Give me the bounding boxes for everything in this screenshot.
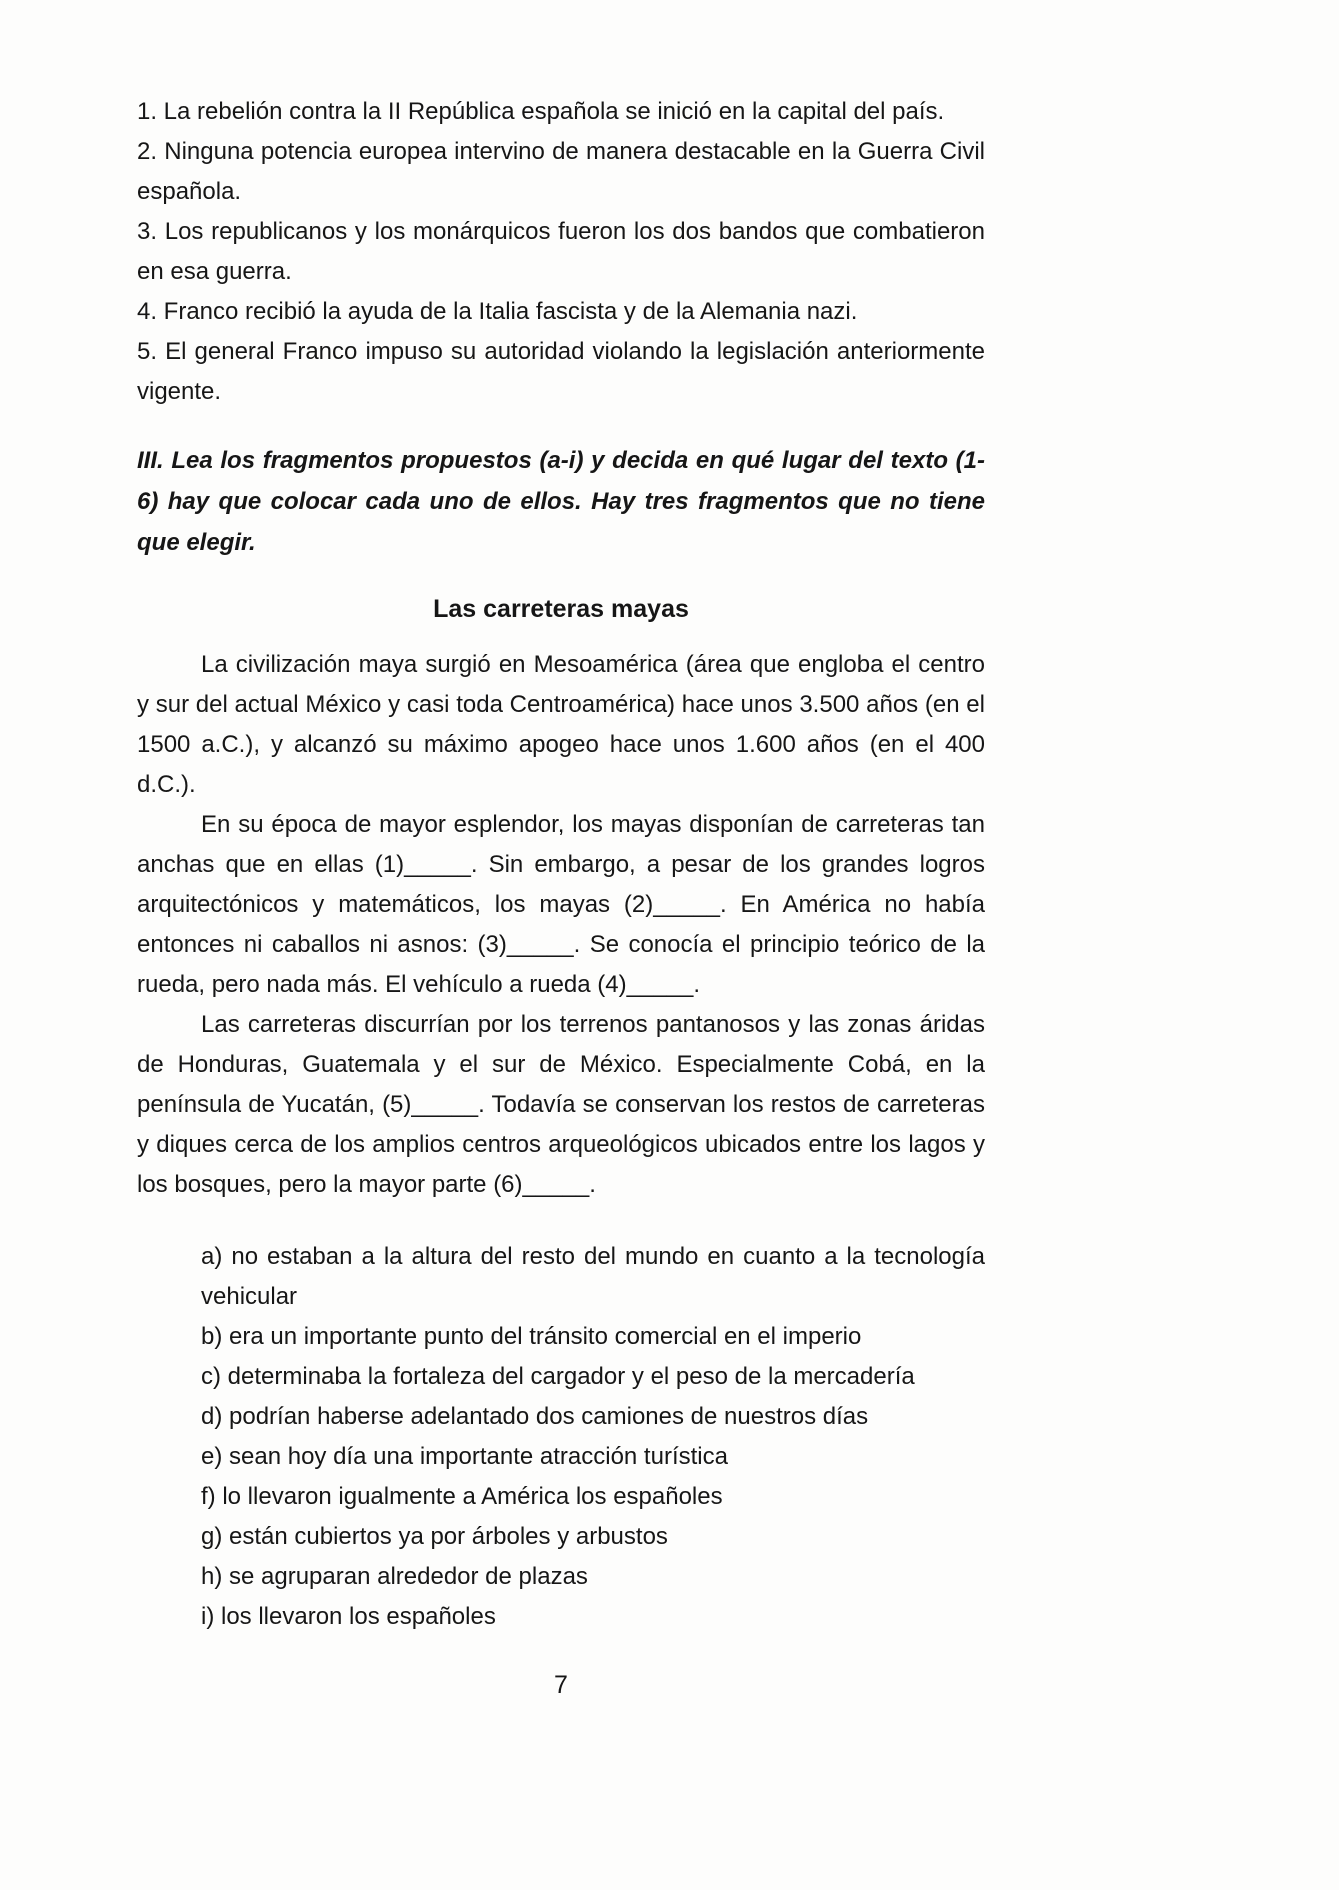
- reading-passage: [137, 645, 985, 1205]
- task-instruction-heading: III. Lea los fragmentos propuestos (a-i) y decida en qué lugar del texto (1-6) hay que colocar cada uno de ellos. Hay tres fragmentos que no tiene que elegir.: [137, 447, 985, 556]
- statement-item: 2. Ninguna potencia europea intervino de manera destacable en la Guerra Civil española.: [137, 138, 985, 205]
- option-item: g) están cubiertos ya por árboles y arbustos: [201, 1523, 668, 1550]
- reading-paragraph: La civilización maya surgió en Mesoamérica (área que engloba el centro y sur del actual México y casi toda Centroamérica) hace unos 3.500 años (en el 1500 a.C.), y alcanzó su máximo apogeo hace unos 1.600 años (en el 400 d.C.).: [137, 651, 985, 798]
- page-number: 7: [554, 1671, 568, 1699]
- statement-item: 1. La rebelión contra la II República española se inició en la capital del país.: [137, 98, 945, 125]
- option-item: i) los llevaron los españoles: [201, 1603, 496, 1630]
- option-item: a) no estaban a la altura del resto del mundo en cuanto a la tecnología vehicular: [201, 1243, 985, 1310]
- statement-item: 4. Franco recibió la ayuda de la Italia fascista y de la Alemania nazi.: [137, 298, 858, 325]
- statement-item: 5. El general Franco impuso su autoridad violando la legislación anteriormente vigente.: [137, 338, 985, 405]
- option-item: d) podrían haberse adelantado dos camiones de nuestros días: [201, 1403, 869, 1430]
- option-item: e) sean hoy día una importante atracción turística: [201, 1443, 728, 1470]
- reading-title: Las carreteras mayas: [433, 595, 689, 623]
- option-item: h) se agruparan alrededor de plazas: [201, 1563, 588, 1590]
- option-item: b) era un importante punto del tránsito comercial en el imperio: [201, 1323, 862, 1350]
- options-section: [137, 1237, 985, 1637]
- option-item: f) lo llevaron igualmente a América los españoles: [201, 1483, 723, 1510]
- statements-section: [137, 92, 985, 412]
- statement-item: 3. Los republicanos y los monárquicos fueron los dos bandos que combatieron en esa guerra.: [137, 218, 985, 285]
- reading-paragraph: Las carreteras discurrían por los terrenos pantanosos y las zonas áridas de Honduras, Guatemala y el sur de México. Especialmente Cobá, en la península de Yucatán, (5)_____. Todavía se conservan los restos de carreteras y diques cerca de los amplios centros arqueológicos ubicados entre los lagos y los bosques, pero la mayor parte (6)_____.: [137, 1011, 985, 1198]
- reading-paragraph: En su época de mayor esplendor, los mayas disponían de carreteras tan anchas que en ellas (1)_____. Sin embargo, a pesar de los grandes logros arquitectónicos y matemáticos, los mayas (2)_____. En América no había entonces ni caballos ni asnos: (3)_____. Se conocía el principio teórico de la rueda, pero nada más. El vehículo a rueda (4)_____.: [137, 811, 985, 998]
- option-item: c) determinaba la fortaleza del cargador y el peso de la mercadería: [201, 1363, 915, 1390]
